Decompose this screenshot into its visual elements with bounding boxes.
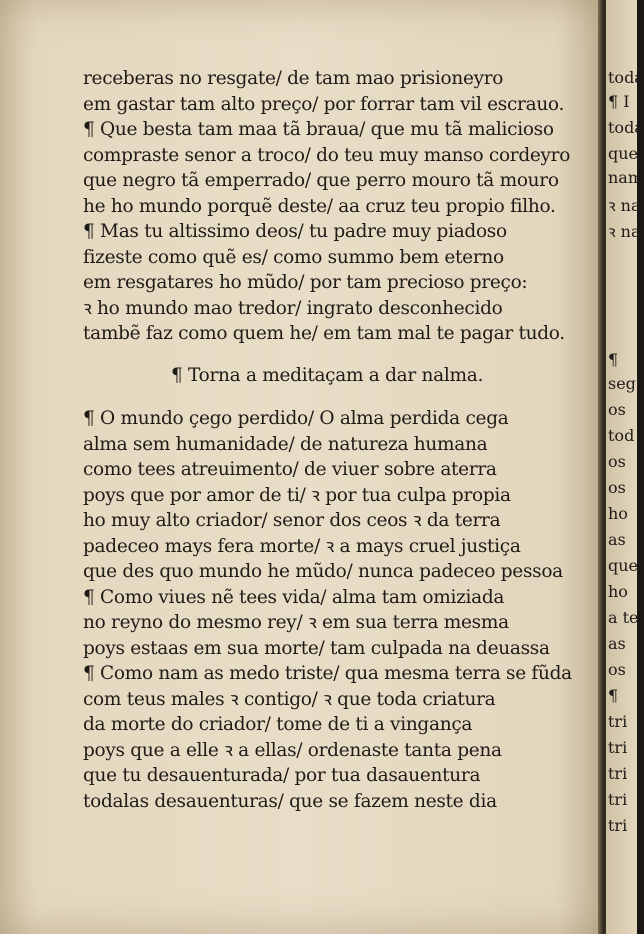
adjacent-page-fragment: os [608,452,626,471]
adjacent-page-fragment: tod [608,426,635,445]
text-line: ho muy alto criador/ senor dos ceos ꝛ da terra [83,510,501,531]
text-line: em gastar tam alto preço/ por forrar tam vil escrauo. [83,93,565,115]
adjacent-page-fragment: ¶ [608,350,619,369]
adjacent-page-fragment: os [608,660,626,679]
adjacent-page-fragment: que [608,556,639,575]
adjacent-page-fragment: tri [608,764,628,783]
text-line: ¶ Como viues nẽ tees vida/ alma tam omiziada [83,586,505,608]
text-line: em resgatares ho mũdo/ por tam precioso preço: [83,272,528,293]
text-line: ¶ Que besta tam maa tã braua/ que mu tã malicioso [83,119,554,140]
section-heading: ¶ Torna a meditaçam a dar nalma. [171,364,484,386]
adjacent-page-fragment: ꝛ na [608,196,641,215]
text-line: tambẽ faz como quem he/ em tam mal te pagar tudo. [83,323,565,344]
adjacent-page-fragment: ꝛ na [608,222,641,241]
adjacent-page-fragment: tri [608,790,628,809]
adjacent-page-fragment: os [608,478,626,497]
text-line: que des quo mundo he mũdo/ nunca padeceo pessoa [83,561,563,582]
adjacent-page-fragment: ho [608,582,628,601]
adjacent-page-fragment: tri [608,712,628,731]
text-line: ¶ Mas tu altissimo deos/ tu padre muy piadoso [83,221,507,242]
paragraph-section-1 [83,66,603,347]
text-line: ¶ Como nam as medo triste/ qua mesma terra se fũda [83,663,572,684]
text-line: fizeste como quẽ es/ como summo bem eterno [83,246,504,268]
adjacent-page-fragment: a te [608,608,639,627]
text-line: alma sem humanidade/ de natureza humana [83,433,488,455]
adjacent-page-fragment: ¶ I [608,92,630,111]
text-block [83,66,603,814]
adjacent-page-fragment: tri [608,738,628,757]
adjacent-page-fragment: ho [608,504,628,523]
adjacent-page-fragment: toda [608,118,644,137]
text-line: padeceo mays fera morte/ ꝛ a mays cruel justiça [83,535,521,557]
text-line: que negro tã emperrado/ que perro mouro tã mouro [83,170,559,191]
paragraph-section-2 [83,406,603,814]
text-line: da morte do criador/ tome de ti a vingança [83,714,473,735]
adjacent-page-fragment: que [608,144,639,163]
text-line: ¶ O mundo çego perdido/ O alma perdida cega [83,408,509,429]
text-line: com teus males ꝛ contigo/ ꝛ que toda criatura [83,688,496,710]
text-line: que tu desauenturada/ por tua dasauentura [83,765,481,786]
text-line: he ho mundo porquẽ deste/ aa cruz teu propio filho. [83,195,556,217]
adjacent-page-fragment: toda [608,68,644,87]
adjacent-page-fragment: seg [608,374,636,393]
text-line: poys que a elle ꝛ a ellas/ ordenaste tanta pena [83,739,502,761]
text-line: todalas desauenturas/ que se fazem neste dia [83,790,497,812]
adjacent-page-fragment: os [608,400,626,419]
text-line: compraste senor a troco/ do teu muy manso cordeyro [83,144,571,166]
text-line: como tees atreuimento/ de viuer sobre aterra [83,459,497,480]
text-line: ꝛ ho mundo mao tredor/ ingrato desconhecido [83,297,503,319]
adjacent-page-edge [606,0,644,934]
adjacent-page-fragment: as [608,530,626,549]
text-line: poys que por amor de ti/ ꝛ por tua culpa propia [83,484,511,506]
text-line: receberas no resgate/ de tam mao prisioneyro [83,68,504,89]
adjacent-page-fragment: tri [608,816,628,835]
text-line: poys estaas em sua morte/ tam culpada na deuassa [83,637,550,659]
adjacent-page-fragment: nam [608,168,644,187]
adjacent-page-fragment: as [608,634,626,653]
adjacent-page-fragment: ¶ [608,686,619,705]
text-line: no reyno do mesmo rey/ ꝛ em sua terra mesma [83,612,509,633]
